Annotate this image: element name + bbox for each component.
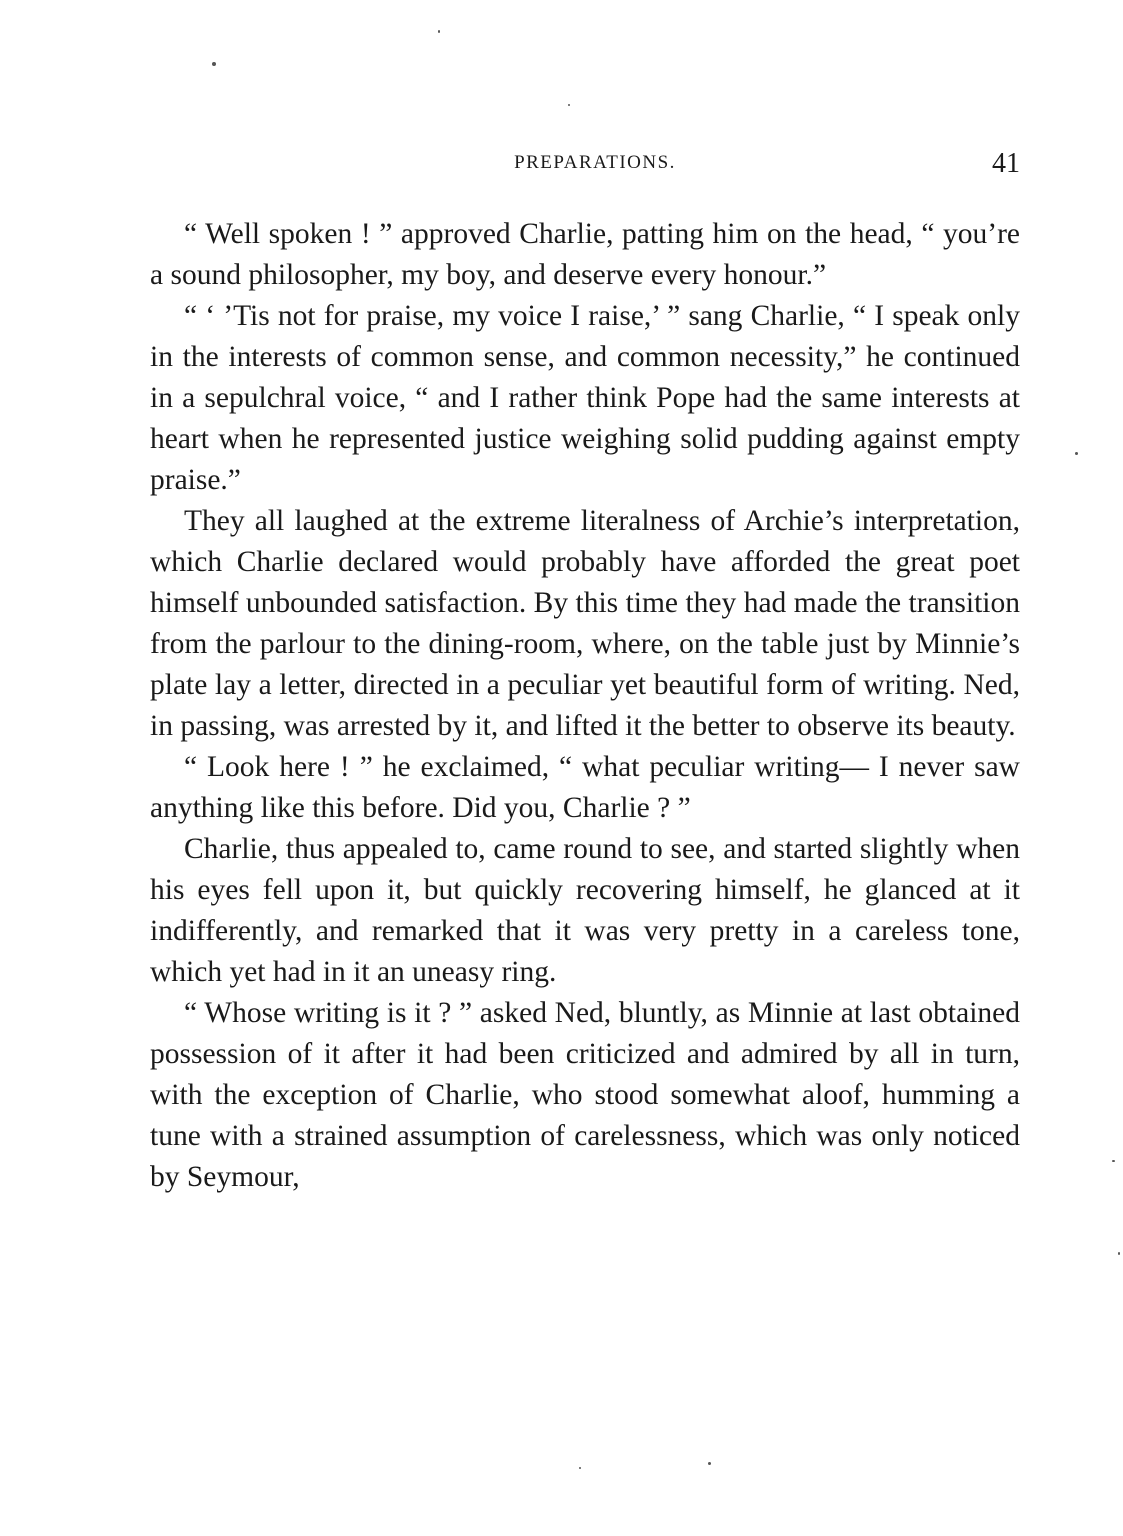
scan-speck — [708, 1462, 711, 1465]
scan-speck — [438, 30, 440, 33]
paragraph: “ Well spoken ! ” approved Charlie, patting him on the head, “ you’re a sound philosopher, my boy, and deserve every honour.” — [150, 218, 1020, 291]
page-header — [150, 148, 1020, 188]
scan-speck — [1118, 1252, 1120, 1255]
scan-speck — [579, 1467, 581, 1469]
paragraph: They all laughed at the extreme literalness of Archie’s interpretation, which Charlie declared would probably have afforded the great poet himself unbounded satisfaction. By this time they had made the transition from the parlour to the dining-room, where, on the table just by Minnie’s plate lay a letter, directed in a peculiar yet beautiful form of writing. Ned, in passing, was arrested by it, and lifted it the better to observe its beauty. — [150, 505, 1020, 742]
paragraph: Charlie, thus appealed to, came round to see, and started slightly when his eyes fell upon it, but quickly recovering himself, he glanced at it indifferently, and remarked that it was very pretty in a careless tone, which yet had in it an uneasy ring. — [150, 833, 1020, 988]
page-number: 41 — [992, 148, 1020, 179]
body-text — [150, 214, 1020, 1198]
scan-speck — [212, 62, 216, 66]
scan-speck — [568, 104, 570, 106]
scan-speck — [1112, 1160, 1115, 1162]
paragraph: “ ‘ ’Tis not for praise, my voice I raise,’ ” sang Charlie, “ I speak only in the interests of common sense, and common necessity,” he continued in a sepulchral voice, “ and I rather think Pope had the same interests at heart when he represented justice weighing solid pudding against empty praise.” — [150, 300, 1020, 496]
paragraph: “ Whose writing is it ? ” asked Ned, bluntly, as Minnie at last obtained possession of it after it had been criticized and admired by all in turn, with the exception of Charlie, who stood somewhat aloof, humming a tune with a strained assumption of carelessness, which was only noticed by Seymour, — [150, 997, 1020, 1193]
scan-speck — [1075, 452, 1078, 455]
running-head: PREPARATIONS. — [514, 152, 676, 173]
paragraph: “ Look here ! ” he exclaimed, “ what peculiar writing— I never saw anything like this before. Did you, Charlie ? ” — [150, 751, 1020, 824]
